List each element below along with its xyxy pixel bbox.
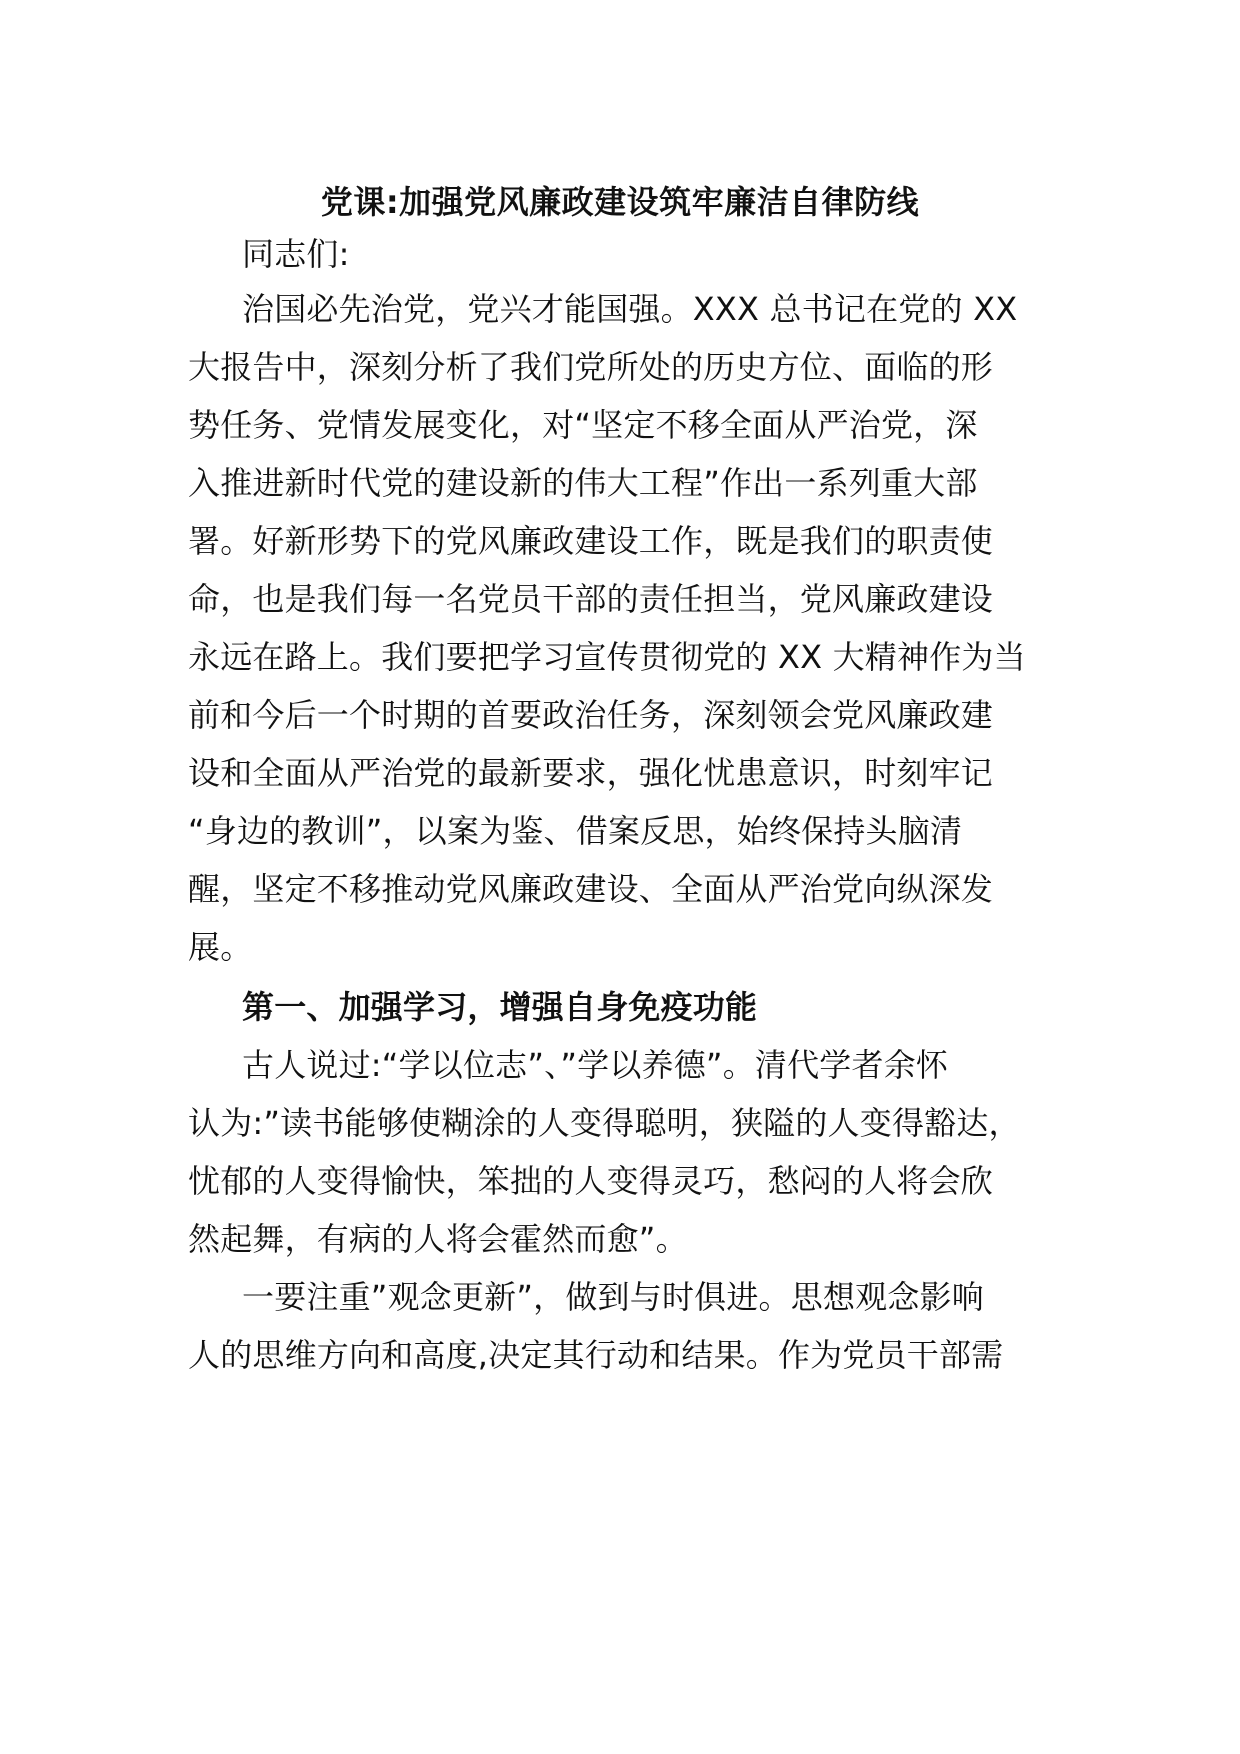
section-heading: 第一、加强学习，增强自身免疫功能 (242, 988, 758, 1026)
paragraph-line: 治国必先治党，党兴才能国强。XXX 总书记在党的 XX (242, 290, 1018, 328)
paragraph-line: 入推进新时代党的建设新的伟大工程”作出一系列重大部 (188, 464, 978, 502)
paragraph-line: 古人说过:“学以位志”、”学以养德”。清代学者余怀 (242, 1046, 949, 1084)
paragraph-line: “身边的教训”，以案为鉴、借案反思，始终保持头脑清 (188, 812, 963, 850)
salutation: 同志们: (242, 235, 350, 273)
paragraph-line: 前和今后一个时期的首要政治任务，深刻领会党风廉政建 (188, 696, 994, 734)
paragraph-line: 忧郁的人变得愉快，笨拙的人变得灵巧，愁闷的人将会欣 (188, 1162, 994, 1200)
paragraph-line: 一要注重”观念更新”，做到与时俱进。思想观念影响 (242, 1278, 984, 1316)
paragraph-line: 然起舞，有病的人将会霍然而愈”。 (188, 1220, 688, 1258)
paragraph-line: 认为:”读书能够使糊涂的人变得聪明，狭隘的人变得豁达， (188, 1104, 1021, 1142)
paragraph-line: 势任务、党情发展变化，对“坚定不移全面从严治党，深 (188, 406, 978, 444)
paragraph-line: 醒，坚定不移推动党风廉政建设、全面从严治党向纵深发 (188, 870, 994, 908)
paragraph-line: 永远在路上。我们要把学习宣传贯彻党的 XX 大精神作为当 (188, 638, 1026, 676)
paragraph-line: 展。 (188, 928, 253, 966)
paragraph-line: 设和全面从严治党的最新要求，强化忧患意识，时刻牢记 (188, 754, 994, 792)
document-title: 党课:加强党风廉政建设筑牢廉洁自律防线 (320, 183, 920, 221)
paragraph-line: 人的思维方向和高度,决定其行动和结果。作为党员干部需 (188, 1336, 1004, 1374)
paragraph-line: 署。好新形势下的党风廉政建设工作，既是我们的职责使 (188, 522, 994, 560)
paragraph-line: 命，也是我们每一名党员干部的责任担当，党风廉政建设 (188, 580, 994, 618)
paragraph-line: 大报告中，深刻分析了我们党所处的历史方位、面临的形 (188, 348, 994, 386)
